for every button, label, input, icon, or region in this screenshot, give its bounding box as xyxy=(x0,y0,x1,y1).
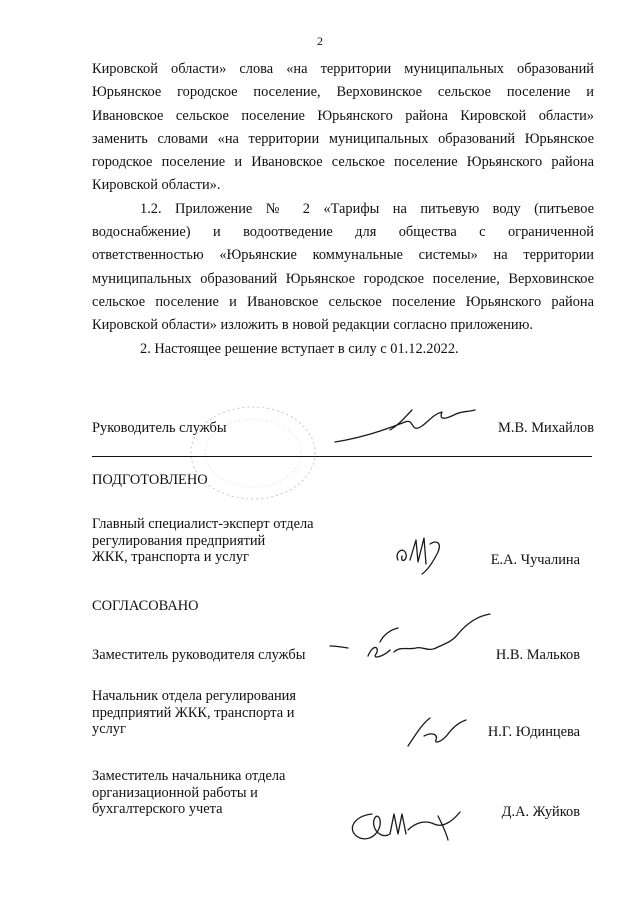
agreed-signer-2-name: Н.Г. Юдинцева xyxy=(487,724,580,740)
agreed-signer-1-signature-icon xyxy=(328,612,498,672)
separator-line xyxy=(92,456,592,457)
paragraph-continuation: Кировской области» слова «на территории муниципальных образований Юрьянское городское поселение, Верховинское сельское поселение и Ивановское сельское поселение Юрьянского района Кировской области» заменить словами «на территории муниципальных образований Юрьянское городское поселение и Ивановское сельское поселение Юрьянского района Кировской области». xyxy=(92,61,594,194)
agreed-position-line: предприятий ЖКК, транспорта и xyxy=(92,704,295,721)
decision-body xyxy=(92,58,594,361)
agreed-position-line: услуг xyxy=(92,721,126,737)
prepared-position xyxy=(92,516,342,566)
prepared-position-line: регулирования предприятий xyxy=(92,532,266,549)
head-name: М.В. Михайлов xyxy=(498,420,594,436)
agreed-position-line: Заместитель начальника отдела xyxy=(92,768,286,784)
agreed-position-line: Заместитель руководителя службы xyxy=(92,647,306,663)
prepared-signature-icon xyxy=(392,530,452,578)
agreed-signer-2-position xyxy=(92,688,342,738)
prepared-name: Е.А. Чучалина xyxy=(490,552,580,568)
agreed-signer-1-name: Н.В. Мальков xyxy=(495,647,580,663)
agreed-title: СОГЛАСОВАНО xyxy=(92,598,199,614)
prepared-block xyxy=(92,516,594,566)
prepared-title: ПОДГОТОВЛЕНО xyxy=(92,472,208,488)
head-signature-icon xyxy=(330,400,480,450)
seal-stamp-icon xyxy=(178,398,328,508)
page-number: 2 xyxy=(317,34,323,48)
paragraph-item-2: 2. Настоящее решение вступает в силу с 01.12.2022. xyxy=(140,340,459,357)
agreed-signer-3-position xyxy=(92,768,342,818)
agreed-signer-3-signature-icon xyxy=(342,800,472,848)
prepared-position-line: Главный специалист-эксперт отдела xyxy=(92,516,314,532)
agreed-position-line: организационной работы и xyxy=(92,784,258,801)
prepared-position-line: ЖКК, транспорта и услуг xyxy=(92,549,249,565)
agreed-position-line: Начальник отдела регулирования xyxy=(92,688,297,704)
paragraph-item-1-2: 1.2. Приложение № 2 «Тарифы на питьевую воду (питьевое водоснабжение) и водоотведение для общества с ограниченной ответственностью «Юрьянские коммунальные системы» на территории муниципальных образований Юрьянское городское поселение, Верховинское сельское поселение и Ивановское сельское поселение Юрьянского района Кировской области» изложить в новой редакции согласно приложению. xyxy=(92,200,594,334)
agreed-position-line: бухгалтерского учета xyxy=(92,801,223,817)
agreed-signer-2 xyxy=(92,688,594,738)
head-position: Руководитель службы xyxy=(92,420,227,436)
agreed-signer-3-name: Д.А. Жуйков xyxy=(501,804,580,820)
agreed-signer-2-signature-icon xyxy=(402,708,472,754)
